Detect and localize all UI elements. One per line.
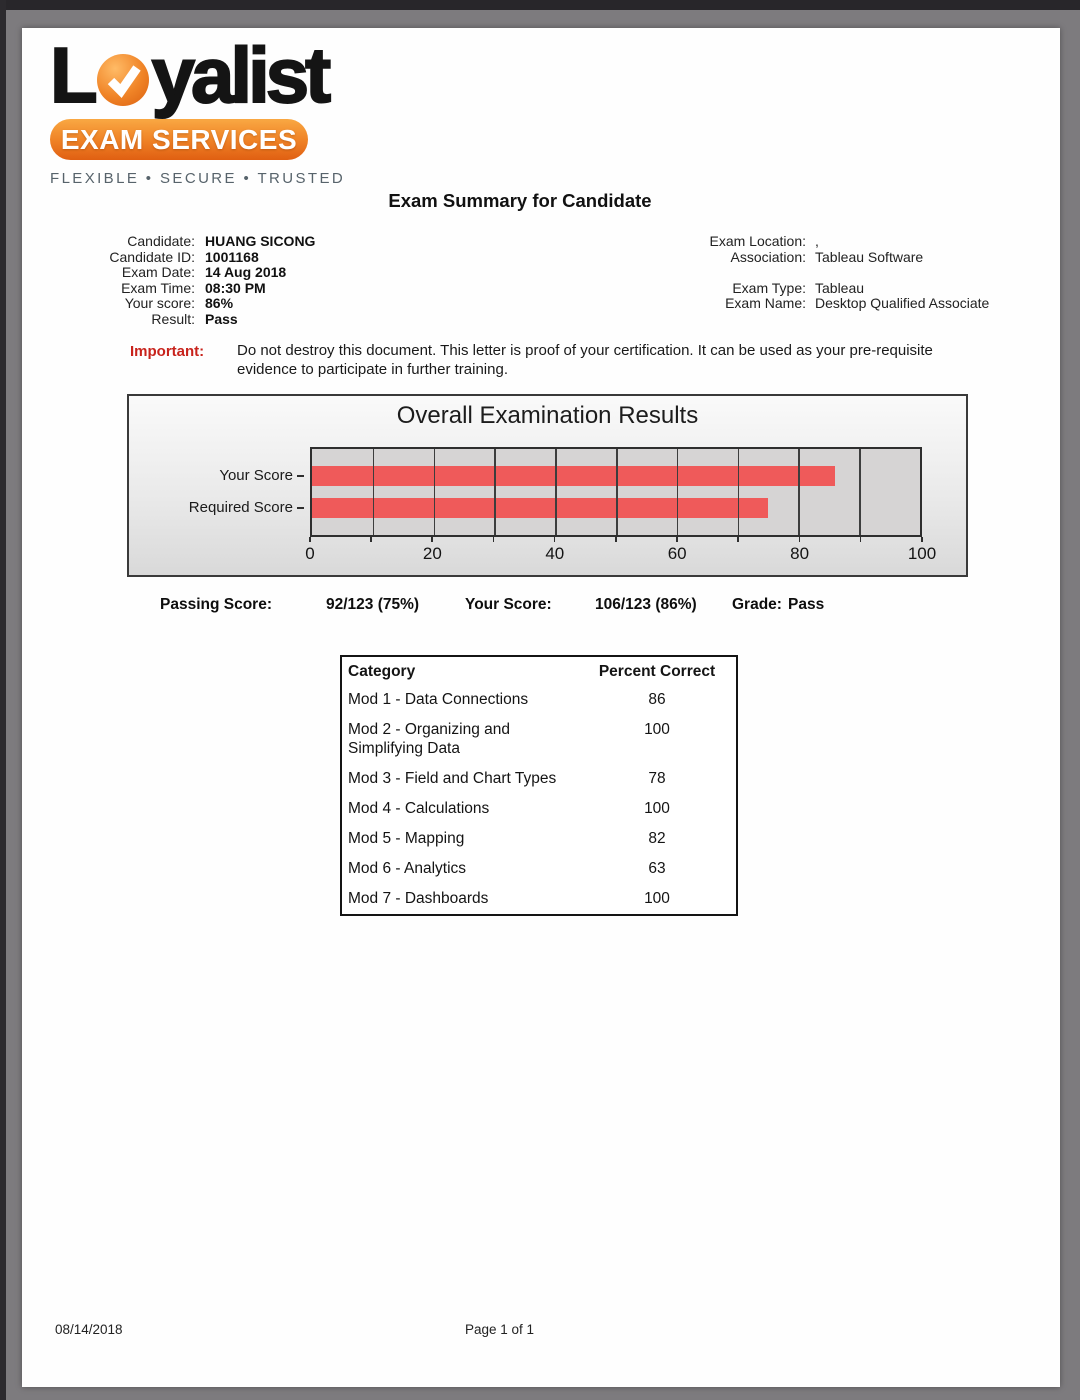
table-header-row: [342, 657, 736, 685]
info-label: Your score:: [124, 295, 195, 312]
ylabel-text: Required Score: [188, 499, 293, 516]
axis-tick: [921, 537, 923, 542]
chart-plot-area: [310, 447, 922, 537]
logo-letter-l: L: [50, 31, 94, 119]
x-axis-tick-labels: [305, 544, 937, 564]
category-cell: Mod 5 - Mapping: [348, 830, 465, 847]
page-title: Exam Summary for Candidate: [388, 190, 652, 211]
table-row: [342, 764, 736, 794]
axis-tick: [431, 537, 433, 542]
axis-tick: [370, 537, 372, 542]
xtick-label: 20: [422, 544, 442, 563]
footer-date: 08/14/2018: [55, 1322, 123, 1337]
percent-header: Percent Correct: [598, 663, 716, 680]
percent-cell: 86: [648, 691, 666, 708]
axis-tick: [799, 537, 801, 542]
axis-tick: [493, 537, 495, 542]
info-label: Exam Date:: [121, 264, 195, 281]
logo-tagline: FLEXIBLE • SECURE • TRUSTED: [50, 170, 346, 187]
axis-tick: [615, 537, 617, 542]
passing-score-value: 92/123 (75%): [326, 596, 420, 613]
grade-value: Pass: [788, 596, 825, 613]
required-score-bar: [312, 498, 768, 518]
info-label: Candidate:: [127, 233, 195, 249]
chart-gridline: [434, 449, 436, 535]
percent-cell: 82: [648, 830, 666, 847]
candidate-info-left: [22, 234, 315, 328]
footer-page-number: Page 1 of 1: [465, 1322, 535, 1337]
table-row: [342, 685, 736, 715]
percent-cell: 100: [644, 890, 670, 907]
axis-tick: [860, 537, 862, 542]
percent-cell: 63: [648, 860, 666, 877]
xtick-label: 80: [790, 544, 810, 563]
category-cell: Mod 7 - Dashboards: [348, 890, 489, 907]
info-value: Pass: [205, 310, 238, 327]
info-label: Exam Name:: [725, 295, 806, 312]
table-row: [342, 854, 736, 884]
info-value: Tableau Software: [815, 248, 924, 265]
chart-gridline: [859, 449, 861, 535]
xtick-label: 60: [667, 544, 687, 563]
xtick-label: 40: [545, 544, 565, 563]
loyalist-logo: [50, 31, 346, 187]
axis-tick: [676, 537, 678, 542]
info-spacer: [582, 265, 989, 272]
info-value: 08:30 PM: [205, 279, 266, 296]
table-row: [342, 794, 736, 824]
left-edge-bar: [0, 0, 6, 1400]
category-table: [340, 655, 738, 916]
logo-banner: EXAM SERVICES: [50, 119, 308, 160]
info-value: 14 Aug 2018: [205, 264, 287, 281]
info-value: Desktop Qualified Associate: [815, 295, 990, 312]
percent-cell: 78: [648, 770, 666, 787]
xtick-label: 0: [305, 544, 315, 563]
info-label: Exam Type:: [732, 279, 806, 296]
chart-gridline: [494, 449, 496, 535]
category-cell: Mod 1 - Data Connections: [348, 691, 529, 708]
info-value: HUANG SICONG: [205, 233, 316, 249]
info-label: Association:: [730, 248, 806, 265]
chart-ylabel-required-score: [154, 499, 304, 517]
chart-gridline: [555, 449, 557, 535]
chart-gridline: [373, 449, 375, 535]
chart-gridline: [616, 449, 618, 535]
top-edge-bar: [0, 0, 1080, 10]
tick-mark: [297, 475, 304, 477]
tick-mark: [297, 507, 304, 509]
info-label: Exam Time:: [121, 279, 195, 296]
info-label: Candidate ID:: [109, 248, 195, 265]
passing-score-label: Passing Score:: [160, 596, 272, 613]
category-header: Category: [348, 663, 416, 680]
your-score-value: 106/123 (86%): [595, 596, 697, 613]
axis-tick: [309, 537, 311, 542]
x-axis-tick-marks: [310, 537, 922, 542]
axis-tick: [554, 537, 556, 542]
chart-ylabel-your-score: [154, 467, 304, 485]
category-cell: Mod 3 - Field and Chart Types: [348, 770, 557, 787]
logo-letters-yalist: yalist: [151, 31, 328, 119]
checkmark-icon: [97, 54, 149, 106]
chart-gridline: [798, 449, 800, 535]
info-value: ,: [815, 233, 819, 249]
percent-cell: 100: [644, 721, 670, 738]
important-label: Important:: [130, 343, 205, 360]
ylabel-text: Your Score: [219, 467, 293, 484]
results-chart: [127, 394, 968, 577]
your-score-bar: [312, 466, 835, 486]
info-label: Exam Location:: [709, 233, 806, 249]
chart-title: Overall Examination Results: [396, 402, 699, 429]
chart-gridline: [738, 449, 740, 535]
axis-tick: [737, 537, 739, 542]
table-row: [342, 884, 736, 914]
info-value: 1001168: [205, 248, 259, 265]
info-value: Tableau: [815, 279, 865, 296]
chart-gridline: [677, 449, 679, 535]
checkmark-circle-icon: [97, 54, 149, 106]
document-page: [22, 28, 1060, 1387]
important-text: Do not destroy this document. This letter is proof of your certification. It can be used as your pre-requisite evidence to participate in further training.: [237, 342, 933, 378]
category-cell: Mod 4 - Calculations: [348, 800, 490, 817]
category-cell: Mod 6 - Analytics: [348, 860, 467, 877]
category-cell: Mod 2 - Organizing and Simplifying Data: [348, 721, 510, 757]
grade-label: Grade:: [732, 596, 782, 613]
info-label: Result:: [151, 310, 195, 327]
table-row: [342, 715, 736, 764]
xtick-label: 100: [907, 544, 937, 563]
table-row: [342, 824, 736, 854]
percent-cell: 100: [644, 800, 670, 817]
info-value: 86%: [205, 295, 234, 312]
your-score-label: Your Score:: [465, 596, 552, 613]
score-summary-row: [22, 596, 1060, 616]
exam-info-right: [582, 234, 989, 312]
logo-wordmark: [50, 31, 345, 119]
